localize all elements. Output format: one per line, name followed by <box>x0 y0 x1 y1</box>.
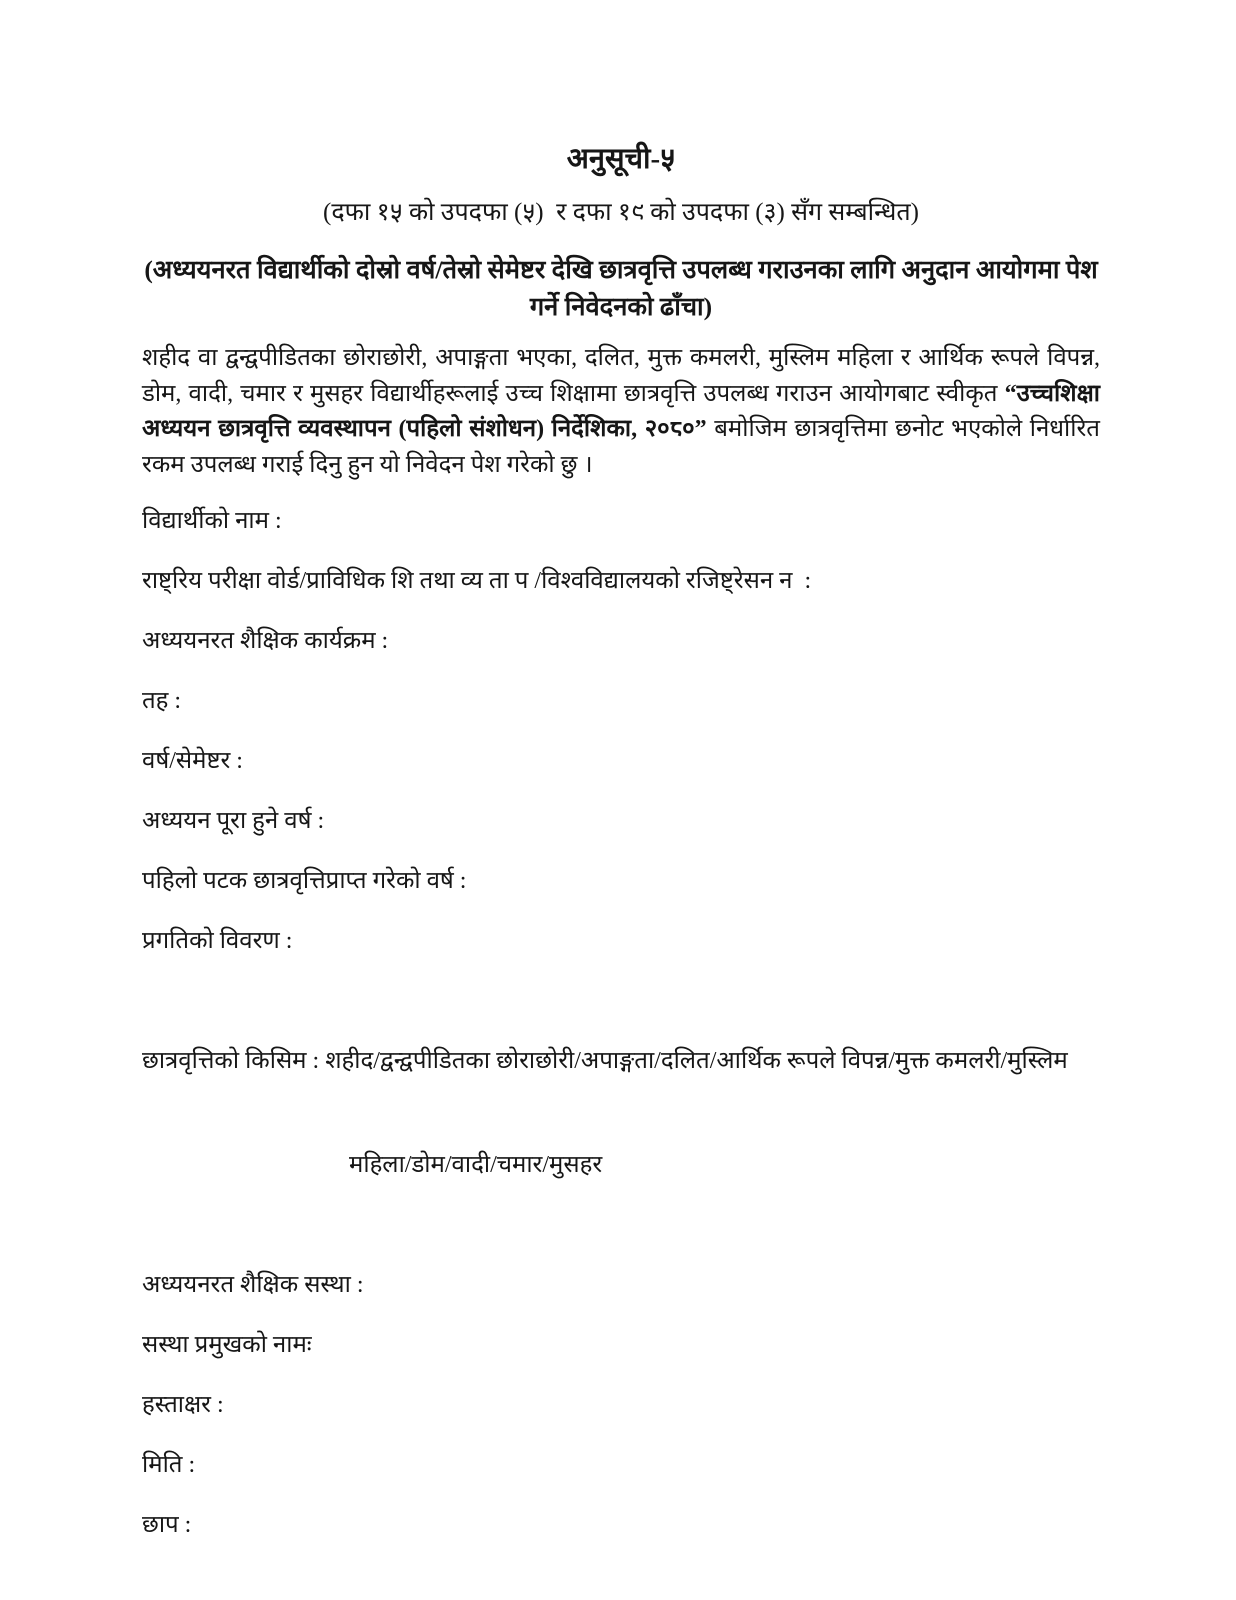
annex-title: अनुसूची-५ <box>566 143 676 175</box>
paragraph-post-text: बमोजिम छात्रवृत्तिमा छनोट भएकोले निर्धारित रकम उपलब्ध गराई दिनु हुन यो निवेदन पेश गरेको छु । <box>142 416 1100 478</box>
scholarship-type-options-1: शहीद/द्वन्द्वपीडितका छोराछोरी/अपाङ्गता/दलित/आर्थिक रूपले विपन्न/मुक्त कमलरी/मुस्लिम <box>325 1048 1068 1074</box>
clause-reference: (दफा १५ को उपदफा (५) र दफा १९ को उपदफा (३) सँग सम्बन्धित) <box>323 199 919 226</box>
field-year-semester: वर्ष/सेमेष्टर : <box>142 748 243 774</box>
field-academic-program: अध्ययनरत शैक्षिक कार्यक्रम : <box>142 628 389 654</box>
paragraph-pre-text: शहीद वा द्वन्द्वपीडितका छोराछोरी, अपाङ्गता भएका, दलित, मुक्त कमलरी, मुस्लिम महिला र आर्थिक रूपले विपन्न, डोम, वादी, चमार र मुसहर विद्यार्थीहरूलाई उच्च शिक्षामा छात्रवृत्ति उपलब्ध गराउन आयोगबाट स्वीकृत <box>142 345 1100 407</box>
field-institution-head-name: सस्था प्रमुखको नामः <box>142 1332 312 1358</box>
form-heading: (अध्ययनरत विद्यार्थीको दोस्रो वर्ष/तेस्रो सेमेष्टर देखि छात्रवृत्ति उपलब्ध गराउनका लागि अनुदान आयोगमा पेश गर्ने निवेदनको ढाँचा) <box>144 255 1098 321</box>
field-stamp: छाप : <box>142 1512 192 1538</box>
paragraph-directive-name: “उच्चशिक्षा अध्ययन छात्रवृत्ति व्यवस्थापन (पहिलो संशोधन) निर्देशिका, २०८०” <box>142 380 1100 442</box>
field-date: मिति : <box>142 1452 196 1478</box>
scholarship-type-line1 <box>142 1046 1100 1076</box>
field-scholarship-type <box>142 986 1100 1240</box>
form-fields <box>142 506 1100 1540</box>
scholarship-type-label: छात्रवृत्तिको किसिम : <box>142 1048 326 1074</box>
field-study-completion-year: अध्ययन पूरा हुने वर्ष : <box>142 808 325 834</box>
field-progress-details: प्रगतिको विवरण : <box>142 928 293 954</box>
field-level: तह : <box>142 688 182 714</box>
field-student-name: विद्यार्थीको नाम : <box>142 508 282 534</box>
declaration-paragraph <box>142 341 1100 483</box>
document-content <box>142 142 1100 1570</box>
field-registration-number: राष्ट्रिय परीक्षा वोर्ड/प्राविधिक शि तथा व्य ता प /विश्वविद्यालयको रजिष्ट्रेसन न : <box>142 568 812 594</box>
field-academic-institution: अध्ययनरत शैक्षिक सस्था : <box>142 1272 364 1298</box>
field-first-scholarship-year: पहिलो पटक छात्रवृत्तिप्राप्त गरेको वर्ष : <box>142 868 467 894</box>
scholarship-type-options-2: महिला/डोम/वादी/चमार/मुसहर <box>349 1152 603 1178</box>
field-signature: हस्ताक्षर : <box>142 1392 224 1418</box>
